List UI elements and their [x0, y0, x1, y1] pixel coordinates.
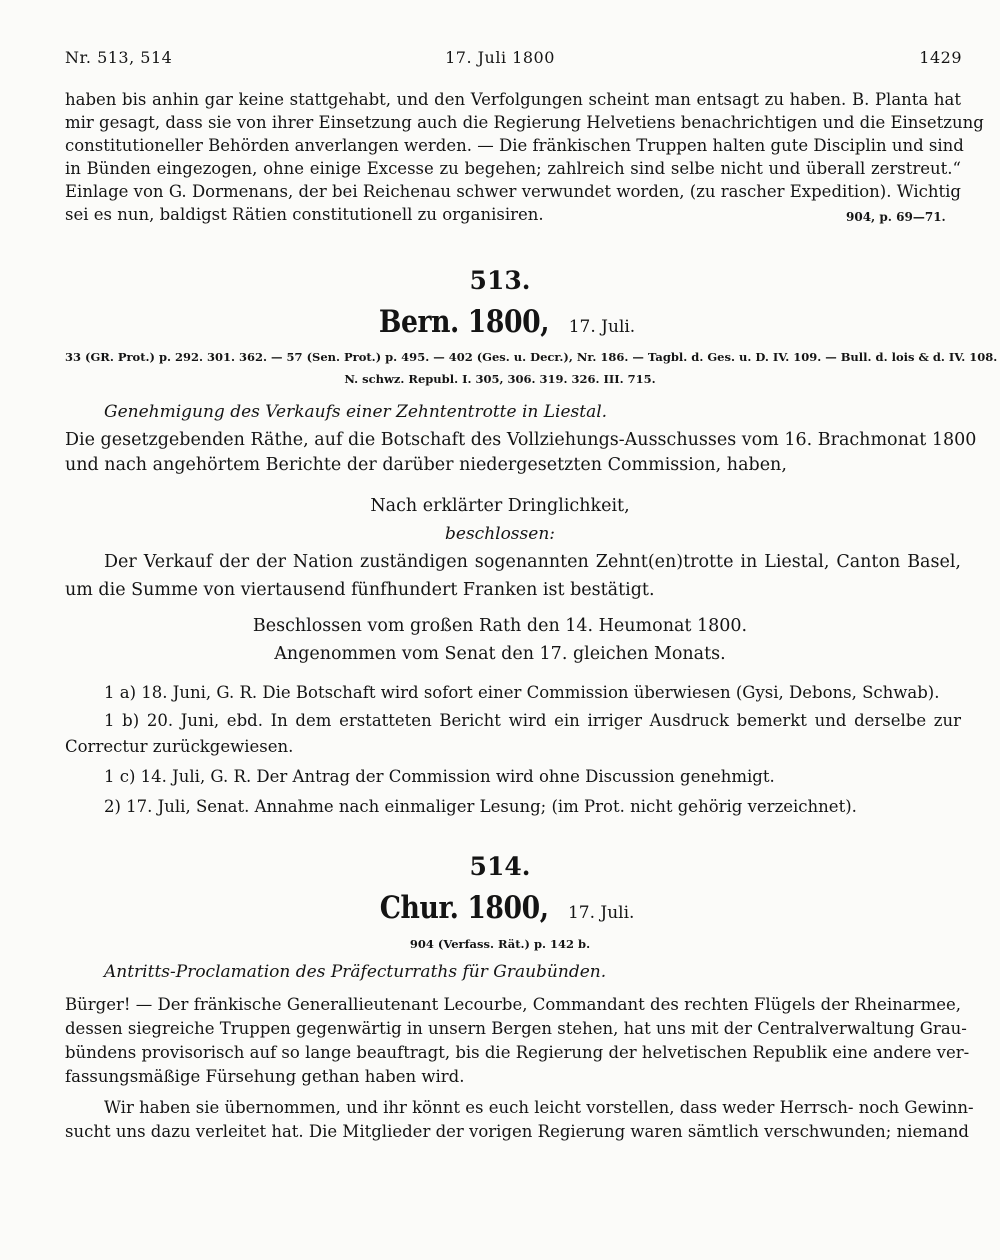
doc-513-enacted: Angenommen vom Senat den 17. gleichen Monats.	[274, 644, 726, 664]
doc-513-preamble: und nach angehörtem Berichte der darüber niedergesetzten Commission, haben,	[65, 455, 787, 475]
doc-513-preamble: Die gesetzgebenden Räthe, auf die Botschaft des Vollziehungs-Ausschusses vom 16. Brachmonat 1800	[65, 430, 977, 450]
doc-513-number: 513.	[469, 266, 531, 295]
doc-514-para-line: bündens provisorisch auf so lange beauftragt, bis die Regierung der helvetischen Republik eine andere ver-	[65, 1043, 970, 1062]
doc-513-urgency: Nach erklärter Dringlichkeit,	[370, 496, 630, 516]
doc-513-place-date	[0, 304, 1000, 340]
doc-513-decree: um die Summe von viertausend fünfhundert Franken ist bestätigt.	[65, 580, 655, 600]
doc-513-resolved: beschlossen:	[445, 524, 555, 544]
header-date: 17. Juli 1800	[445, 48, 555, 67]
doc-513-enacted: Beschlossen vom großen Rath den 14. Heumonat 1800.	[252, 616, 748, 636]
doc-514-sources: 904 (Verfass. Rät.) p. 142 b.	[409, 937, 591, 951]
doc-513-sources-cont: N. schwz. Republ. I. 305, 306. 319. 326. III. 715.	[344, 372, 656, 386]
doc-513-sources: 33 (GR. Prot.) p. 292. 301. 362. — 57 (Sen. Prot.) p. 495. — 402 (Ges. u. Decr.), Nr. 186. — Tagbl. d. Ges. u. D. IV. 109. — Bull. d. lois & d. IV. 108.	[65, 350, 998, 364]
doc-513-note-1c: 1 c) 14. Juli, G. R. Der Antrag der Commission wird ohne Discussion genehmigt.	[104, 767, 775, 786]
header-page-number: 1429	[919, 48, 962, 67]
doc-514-para-line: dessen siegreiche Truppen gegenwärtig in unsern Bergen stehen, hat uns mit der Centralverwaltung Grau-	[65, 1019, 967, 1038]
doc-513-place: Bern. 1800,	[378, 304, 549, 340]
doc-513-note-1b-cont: Correctur zurückgewiesen.	[65, 737, 294, 756]
doc-513-note-1a: 1 a) 18. Juni, G. R. Die Botschaft wird sofort einer Commission überwiesen (Gysi, Debons, Schwab).	[104, 683, 940, 702]
doc-514-para-line: Bürger! — Der fränkische Generallieutenant Lecourbe, Commandant des rechten Flügels der Rheinarmee,	[65, 995, 961, 1014]
doc-514-para-line: sucht uns dazu verleitet hat. Die Mitglieder der vorigen Regierung waren sämtlich verschwunden; niemand	[65, 1122, 969, 1141]
doc-513-title: Genehmigung des Verkaufs einer Zehntentrotte in Liestal.	[104, 402, 608, 422]
doc-514-number: 514.	[469, 852, 531, 881]
doc-513-date: 17. Juli.	[568, 317, 636, 337]
intro-line: mir gesagt, dass sie von ihrer Einsetzung auch die Regierung Helvetiens benachrichtigen und die Einsetzung	[65, 113, 984, 132]
doc-514-place: Chur. 1800,	[379, 890, 549, 926]
intro-line: constitutioneller Behörden anverlangen werden. — Die fränkischen Truppen halten gute Disciplin und sind	[65, 136, 964, 155]
doc-514-para-line: fassungsmäßige Fürsehung gethan haben wird.	[65, 1067, 465, 1086]
doc-513-note-2: 2) 17. Juli, Senat. Annahme nach einmaliger Lesung; (im Prot. nicht gehörig verzeichnet).	[104, 797, 857, 816]
doc-513-decree: Der Verkauf der der Nation zuständigen sogenannten Zehnt(en)trotte in Liestal, Canton Basel,	[104, 552, 961, 572]
intro-line: sei es nun, baldigst Rätien constitutionell zu organisiren.	[65, 205, 544, 224]
intro-line: in Bünden eingezogen, ohne einige Excesse zu begehen; zahlreich sind selbe nicht und überall zerstreut.“	[65, 159, 961, 178]
intro-reference: 904, p. 69—71.	[846, 210, 946, 224]
intro-line: haben bis anhin gar keine stattgehabt, und den Verfolgungen scheint man entsagt zu haben. B. Planta hat	[65, 90, 961, 109]
doc-514-para-line: Wir haben sie übernommen, und ihr könnt es euch leicht vorstellen, dass weder Herrsch- noch Gewinn-	[104, 1098, 974, 1117]
doc-514-place-date	[0, 890, 1000, 926]
header-doc-numbers: Nr. 513, 514	[65, 48, 173, 67]
doc-513-note-1b: 1 b) 20. Juni, ebd. In dem erstatteten Bericht wird ein irriger Ausdruck bemerkt und derselbe zur	[104, 711, 961, 730]
doc-514-title: Antritts-Proclamation des Präfecturraths für Graubünden.	[104, 962, 607, 982]
doc-514-date: 17. Juli.	[567, 903, 635, 923]
intro-line: Einlage von G. Dormenans, der bei Reichenau schwer verwundet worden, (zu rascher Expedition). Wichtig	[65, 182, 961, 201]
